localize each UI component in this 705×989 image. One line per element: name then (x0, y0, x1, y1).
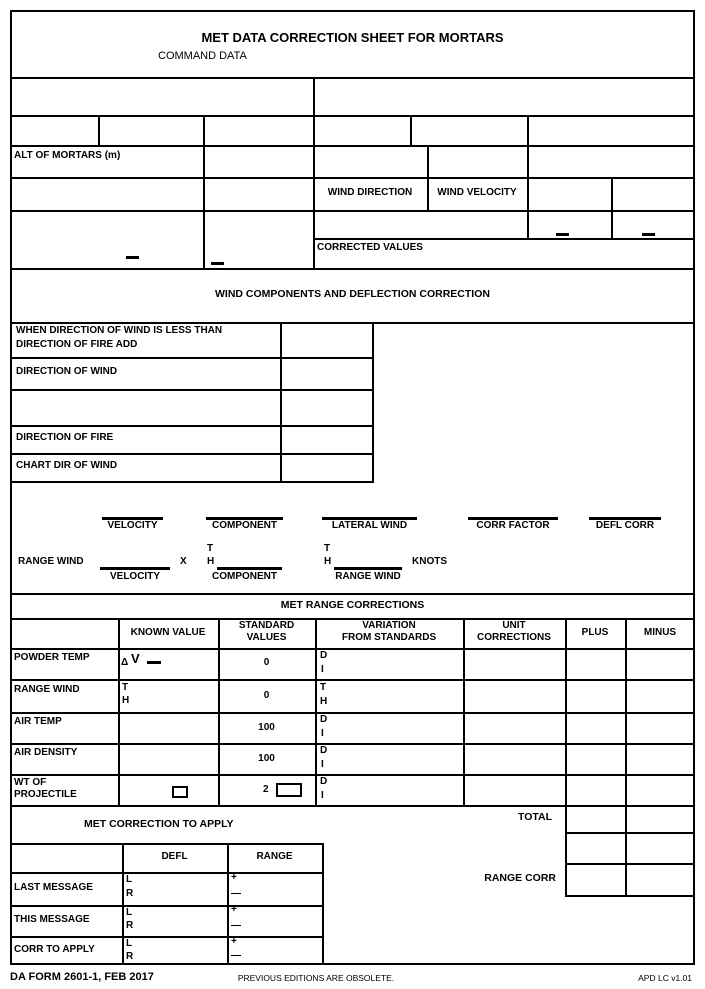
page-title: MET DATA CORRECTION SHEET FOR MORTARS (201, 30, 504, 45)
variation-i-5: I (321, 790, 324, 801)
corr-range-minus: — (231, 950, 241, 961)
row-wt-line2: PROJECTILE (14, 789, 77, 800)
cell-rangewind-minus[interactable] (627, 681, 693, 710)
this-range-plus: + (231, 904, 237, 915)
corr-factor-label: CORR FACTOR (476, 520, 550, 531)
corr-to-apply-label: CORR TO APPLY (14, 944, 95, 955)
component-bottom-label: COMPONENT (212, 571, 277, 582)
blank-line (334, 567, 402, 570)
wind-components-header: WIND COMPONENTS AND DEFLECTION CORRECTION (215, 288, 490, 300)
grid-line (322, 843, 324, 965)
variation-t-2: T (320, 682, 327, 693)
grid-line (118, 618, 120, 807)
variation-d-5: D (320, 776, 328, 787)
cell-c3[interactable] (429, 147, 525, 177)
cell-total-minus[interactable] (627, 807, 693, 830)
grid-line (10, 481, 374, 483)
cell-rangecorr-minus[interactable] (627, 865, 693, 893)
wt-known-value-box[interactable] (172, 786, 188, 798)
cell-b1[interactable] (12, 117, 96, 145)
cell-c4[interactable] (529, 147, 693, 177)
cell-mid-plus[interactable] (567, 834, 623, 861)
cell-airdensity-unit[interactable] (465, 745, 563, 772)
cell-powder-minus[interactable] (627, 650, 693, 677)
wt-standard-value-box[interactable] (276, 783, 302, 797)
variation-h-2: H (320, 696, 328, 707)
velocity-top-label: VELOCITY (107, 520, 158, 531)
cell-ef1[interactable] (12, 212, 201, 266)
this-defl-r: R (126, 920, 134, 931)
cell-corr-defl[interactable] (124, 938, 225, 964)
blank-line (147, 661, 161, 664)
row-powder-temp: POWDER TEMP (14, 652, 90, 663)
cell-e3[interactable] (315, 212, 525, 236)
chart-dir-of-wind-label: CHART DIR OF WIND (16, 460, 118, 471)
grid-line (218, 618, 220, 807)
variation-i-4: I (321, 759, 324, 770)
cell-airdensity-known[interactable] (120, 745, 216, 772)
last-defl-l: L (126, 874, 133, 885)
form-id: DA FORM 2601-1, FEB 2017 (10, 971, 154, 983)
col-known-value: KNOWN VALUE (130, 627, 206, 638)
cell-chart-dir[interactable] (282, 455, 370, 479)
previous-editions-note: PREVIOUS EDITIONS ARE OBSOLETE. (237, 973, 395, 983)
range-corr-label: RANGE CORR (484, 872, 556, 884)
cell-a1[interactable] (12, 79, 311, 115)
direction-of-fire-label: DIRECTION OF FIRE (16, 432, 114, 443)
velocity-bottom-label: VELOCITY (109, 571, 160, 582)
range-wind-formula-label: RANGE WIND (18, 556, 84, 567)
cell-last-range[interactable] (229, 874, 320, 903)
delta-v-delta: Δ (121, 657, 129, 668)
cell-wind-add[interactable] (282, 324, 370, 355)
h-mark-2: H (324, 556, 332, 567)
wind-direction-label: WIND DIRECTION (327, 187, 413, 198)
standard-air-temp: 100 (258, 722, 275, 733)
h-mark-1: H (207, 556, 215, 567)
lateral-wind-label: LATERAL WIND (331, 520, 408, 531)
cell-this-range[interactable] (229, 907, 320, 934)
col-standard-line2: VALUES (246, 632, 287, 643)
defl-corr-label: DEFL CORR (595, 520, 655, 531)
when-direction-line1: WHEN DIRECTION OF WIND IS LESS THAN (16, 325, 223, 336)
cell-c2[interactable] (315, 147, 425, 177)
cell-rangewind-unit[interactable] (465, 681, 563, 710)
knots-label: KNOTS (412, 556, 447, 567)
variation-d-1: D (320, 650, 328, 661)
grid-line (565, 895, 695, 897)
grid-line (10, 593, 695, 595)
cell-a2[interactable] (315, 79, 693, 115)
this-message-label: THIS MESSAGE (14, 914, 90, 925)
known-t-mark: T (122, 682, 129, 693)
cell-powder-plus[interactable] (567, 650, 623, 677)
blank-line (217, 567, 282, 570)
cell-fire-dir[interactable] (282, 427, 370, 451)
cell-d2[interactable] (205, 179, 311, 208)
blank-line (100, 567, 170, 570)
cell-wt-plus[interactable] (567, 776, 623, 803)
cell-airtemp-known[interactable] (120, 714, 216, 741)
cell-b5[interactable] (412, 117, 525, 145)
grid-line (315, 618, 317, 807)
cell-last-defl[interactable] (124, 874, 225, 903)
range-wind-bottom-label: RANGE WIND (335, 571, 401, 582)
standard-range-wind: 0 (263, 690, 270, 701)
last-range-minus: — (231, 888, 241, 899)
cell-f5[interactable] (613, 240, 693, 266)
cell-c1[interactable] (205, 147, 311, 177)
grid-line (10, 843, 322, 845)
cell-rangecorr-plus[interactable] (567, 865, 623, 893)
cell-airdensity-plus[interactable] (567, 745, 623, 772)
range-header: RANGE (256, 851, 293, 862)
delta-v-v: V (131, 651, 140, 666)
cell-airtemp-unit[interactable] (465, 714, 563, 741)
cell-airdensity-minus[interactable] (627, 745, 693, 772)
cell-rangewind-plus[interactable] (567, 681, 623, 710)
cell-wind-dir[interactable] (282, 359, 370, 387)
row-wt-line1: WT OF (14, 777, 47, 788)
cell-wt-minus[interactable] (627, 776, 693, 803)
this-range-minus: — (231, 920, 241, 931)
defl-header: DEFL (161, 851, 188, 862)
col-plus: PLUS (581, 627, 609, 638)
cell-d3[interactable] (529, 179, 609, 208)
t-mark-1: T (207, 543, 214, 554)
col-unit-line1: UNIT (502, 620, 526, 631)
cell-this-defl[interactable] (124, 907, 225, 934)
cell-e4[interactable] (529, 212, 609, 236)
cell-airtemp-plus[interactable] (567, 714, 623, 741)
last-defl-r: R (126, 888, 134, 899)
variation-i-3: I (321, 728, 324, 739)
cell-f4[interactable] (529, 240, 609, 266)
cell-total-plus[interactable] (567, 807, 623, 830)
last-message-label: LAST MESSAGE (14, 882, 93, 893)
corr-defl-l: L (126, 938, 133, 949)
cell-b4[interactable] (315, 117, 408, 145)
cell-mid-minus[interactable] (627, 834, 693, 861)
corr-range-plus: + (231, 936, 237, 947)
component-top-label: COMPONENT (212, 520, 277, 531)
total-label: TOTAL (517, 811, 552, 823)
wind-velocity-label: WIND VELOCITY (437, 187, 517, 198)
t-mark-2: T (324, 543, 331, 554)
corr-defl-r: R (126, 951, 134, 962)
cell-powder-unit[interactable] (465, 650, 563, 677)
variation-d-4: D (320, 745, 328, 756)
command-data-label: COMMAND DATA (158, 50, 247, 62)
cell-b2[interactable] (100, 117, 201, 145)
row-air-temp: AIR TEMP (14, 716, 62, 727)
met-range-corrections-header: MET RANGE CORRECTIONS (280, 599, 425, 611)
col-unit-line2: CORRECTIONS (477, 632, 551, 643)
multiply-x-label: X (180, 556, 187, 567)
variation-d-3: D (320, 714, 328, 725)
corrected-values-label: CORRECTED VALUES (317, 242, 423, 253)
this-defl-l: L (126, 907, 133, 918)
col-variation-line2: FROM STANDARDS (341, 632, 437, 643)
col-minus: MINUS (643, 627, 677, 638)
cell-ef2[interactable] (205, 212, 311, 266)
cell-wind-blank-label[interactable] (12, 391, 278, 423)
col-variation-line1: VARIATION (362, 620, 416, 631)
cell-b6[interactable] (529, 117, 693, 145)
when-direction-line2: DIRECTION OF FIRE ADD (16, 339, 138, 350)
cell-corr-range[interactable] (229, 938, 320, 964)
standard-air-density: 100 (258, 753, 275, 764)
cell-wt-unit[interactable] (465, 776, 563, 803)
cell-d1[interactable] (12, 179, 201, 208)
grid-line (10, 268, 695, 270)
variation-i-1: I (321, 664, 324, 675)
cell-d4[interactable] (613, 179, 693, 208)
alt-of-mortars-label: ALT OF MORTARS (m) (14, 150, 121, 161)
met-correction-to-apply-label: MET CORRECTION TO APPLY (84, 818, 234, 830)
standard-wt-two: 2 (263, 784, 269, 795)
cell-b3[interactable] (205, 117, 311, 145)
cell-airtemp-minus[interactable] (627, 714, 693, 741)
direction-of-wind-label: DIRECTION OF WIND (16, 366, 118, 377)
known-h-mark: H (122, 695, 130, 706)
row-air-density: AIR DENSITY (14, 747, 78, 758)
cell-e5[interactable] (613, 212, 693, 236)
apd-version: APD LC v1.01 (638, 973, 692, 983)
standard-powder-temp: 0 (263, 657, 270, 668)
last-range-plus: + (231, 872, 237, 883)
grid-line (372, 322, 374, 483)
col-standard-line1: STANDARD (238, 620, 295, 631)
cell-wind-blank[interactable] (282, 391, 370, 423)
row-range-wind: RANGE WIND (14, 684, 80, 695)
